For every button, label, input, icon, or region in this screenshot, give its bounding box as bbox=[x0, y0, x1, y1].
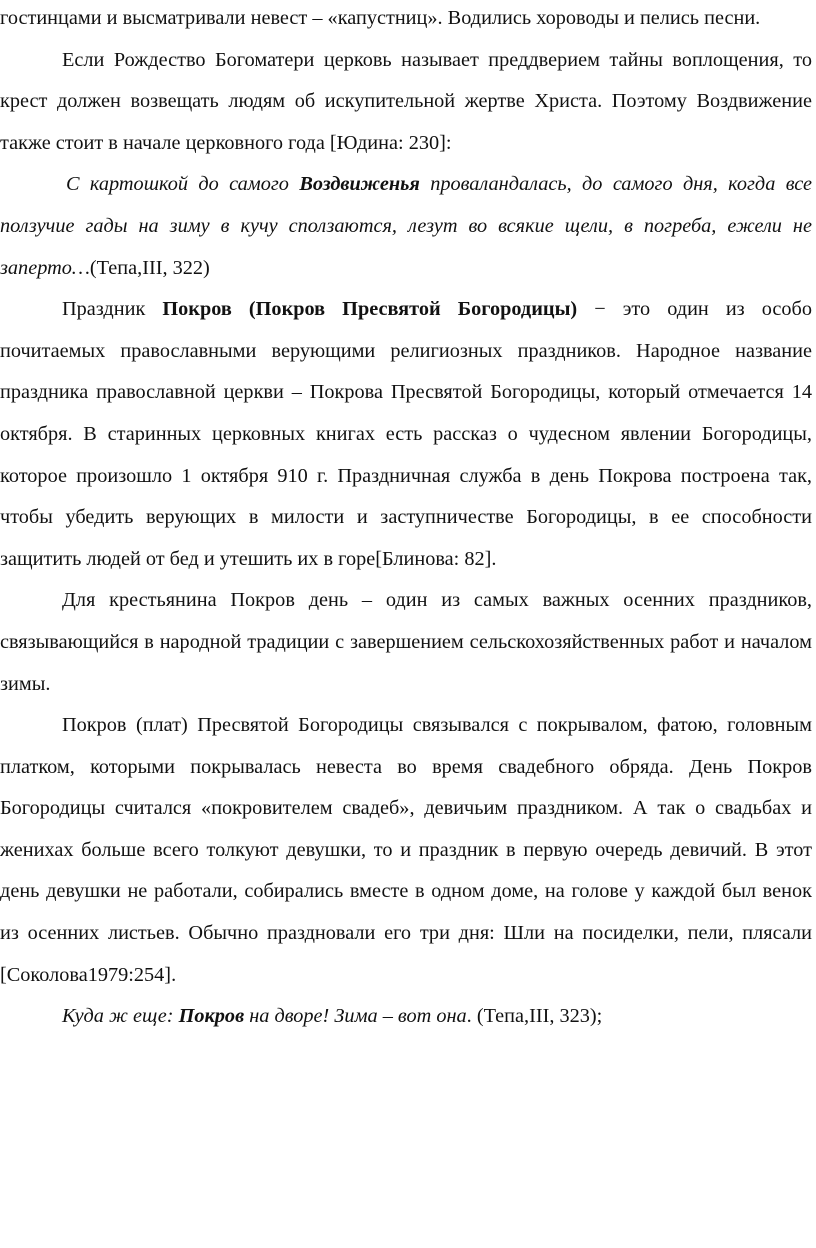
quote2-text-a: Куда ж еще: bbox=[62, 1005, 179, 1028]
paragraph-peasant: Для крестьянина Покров день – один из самых важных осенних праздников, связывающийся в народной традиции с завершением сельскохозяйственных работ и началом зимы. bbox=[0, 589, 812, 695]
paragraph-veil: Покров (плат) Пресвятой Богородицы связывался с покрывалом, фатою, головным платком, которыми покрывалась невеста во время свадебного обряда. День Покров Богородицы считался «покровителем свадеб», девичьим праздником. А так о свадьбах и женихах больше всего толкуют девушки, то и праздник в первую очередь девичий. В этот день девушки не работали, собирались вместе в одном доме, на голове у каждой был венок из осенних листьев. Обычно праздновали его три дня: Шли на посиделки, пели, плясали [Соколова1979:254]. bbox=[0, 714, 812, 986]
quote-vozdvizhenie bbox=[0, 164, 812, 289]
pokrov-text-a: Праздник bbox=[62, 298, 163, 321]
paragraph-continuation: гостинцами и высматривали невест – «капустниц». Водились хороводы и пелись песни. bbox=[0, 7, 761, 29]
quote2-source: . (Тепа,III, 323); bbox=[466, 1005, 603, 1028]
pokrov-term: Покров (Покров Пресвятой Богородицы) bbox=[162, 298, 578, 321]
quote-text-b: проваландалась, до самого дня, когда все ползучие гады на зиму в кучу сползаются, лезут во всякие щели, в погреба, ежели не заперто… bbox=[0, 173, 812, 279]
quote2-emphasis: Покров bbox=[178, 1005, 245, 1028]
quote-text-a: С картошкой до самого bbox=[66, 173, 300, 196]
pokrov-text-b: − это один из особо почитаемых православными верующими религиозных праздников. Народное название праздника православной церкви – Покрова Пресвятой Богородицы, который отмечается 14 октября. В старинных церковных книгах есть рассказ о чудесном явлении Богородицы, которое произошло 1 октября 910 г. Праздничная служба в день Покрова построена так, чтобы убедить верующих в милости и заступничестве Богородицы, в ее способности защитить людей от бед и утешить их в горе[Блинова: 82]. bbox=[0, 298, 812, 570]
quote-source: (Тепа,III, 322) bbox=[89, 256, 210, 279]
paragraph-pokrov bbox=[0, 289, 812, 580]
quote-pokrov bbox=[0, 996, 812, 1038]
paragraph-vozdvizhenie: Если Рождество Богоматери церковь называет преддверием тайны воплощения, то крест должен возвещать людям об искупительной жертве Христа. Поэтому Воздвижение также стоит в начале церковного года [Юдина: 230]: bbox=[0, 48, 812, 154]
quote-emphasis: Воздвиженья bbox=[299, 173, 420, 196]
quote2-text-b: на дворе! Зима – вот она bbox=[244, 1005, 467, 1028]
